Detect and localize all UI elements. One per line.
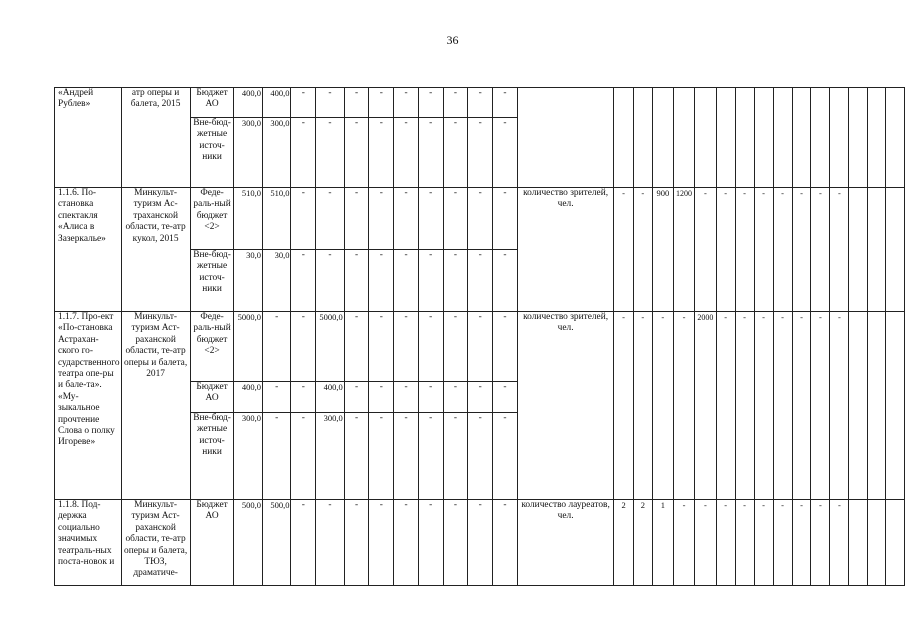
funding-value: - xyxy=(443,250,468,312)
funding-value: - xyxy=(369,500,394,586)
target-value xyxy=(716,88,735,188)
funding-value: 30,0 xyxy=(234,250,263,312)
target-value xyxy=(886,500,905,586)
funding-value: - xyxy=(394,188,419,250)
target-value xyxy=(830,88,849,188)
target-value: - xyxy=(695,188,716,312)
target-value: - xyxy=(754,188,773,312)
target-value: - xyxy=(614,312,633,500)
target-value: - xyxy=(830,500,849,586)
event-name: 1.1.8. Под-держка социально значимых театраль-ных поста-новок и xyxy=(55,500,122,586)
funding-value: - xyxy=(262,413,291,500)
funding-value: 30,0 xyxy=(262,250,291,312)
target-value: - xyxy=(773,312,792,500)
funding-value: - xyxy=(369,88,394,118)
funding-value: - xyxy=(418,312,443,382)
funding-value: 510,0 xyxy=(262,188,291,250)
funding-value: - xyxy=(291,312,316,382)
funding-value: - xyxy=(443,118,468,188)
target-value: 900 xyxy=(652,188,673,312)
funding-value: - xyxy=(493,382,518,413)
target-value: - xyxy=(673,500,694,586)
funding-value: - xyxy=(493,250,518,312)
funding-value: 500,0 xyxy=(234,500,263,586)
funding-value: - xyxy=(443,382,468,413)
funding-source: Вне-бюд-жетные источ-ники xyxy=(190,413,234,500)
funding-value: - xyxy=(468,382,493,413)
target-value xyxy=(773,88,792,188)
target-value xyxy=(849,188,867,312)
funding-value: - xyxy=(443,500,468,586)
table-row xyxy=(55,188,905,250)
indicator-cell: количество зрителей, чел. xyxy=(517,188,614,312)
funding-value: - xyxy=(344,250,369,312)
funding-value: - xyxy=(493,118,518,188)
funding-value: - xyxy=(443,413,468,500)
funding-value: - xyxy=(468,188,493,250)
funding-value: - xyxy=(468,250,493,312)
executor-cell: атр оперы и балета, 2015 xyxy=(121,88,190,188)
funding-value: - xyxy=(344,188,369,250)
funding-value: - xyxy=(493,312,518,382)
funding-value: - xyxy=(394,413,419,500)
funding-value: - xyxy=(394,312,419,382)
indicator-cell xyxy=(517,88,614,188)
funding-value: - xyxy=(468,500,493,586)
executor-cell: Минкульт-туризм Аст-раханской области, те-атр оперы и балета, 2017 xyxy=(121,312,190,500)
funding-value: - xyxy=(291,88,316,118)
funding-value: - xyxy=(443,188,468,250)
funding-value: 400,0 xyxy=(234,382,263,413)
event-name: 1.1.6. По-становка спектакля «Алиса в Зазеркалье» xyxy=(55,188,122,312)
funding-value: - xyxy=(443,312,468,382)
target-value xyxy=(811,88,830,188)
funding-value: - xyxy=(493,500,518,586)
event-name: «Андрей Рублев» xyxy=(55,88,122,188)
target-value xyxy=(886,88,905,188)
funding-value: 300,0 xyxy=(316,413,345,500)
funding-value: - xyxy=(369,382,394,413)
target-value: - xyxy=(614,188,633,312)
funding-value: 5000,0 xyxy=(316,312,345,382)
funding-value: 300,0 xyxy=(262,118,291,188)
funding-value: 400,0 xyxy=(262,88,291,118)
funding-value: - xyxy=(291,413,316,500)
funding-value: - xyxy=(344,500,369,586)
table-row xyxy=(55,500,905,586)
target-value: - xyxy=(754,500,773,586)
funding-value: 5000,0 xyxy=(234,312,263,382)
target-value: - xyxy=(735,188,754,312)
target-value: 1 xyxy=(652,500,673,586)
target-value: - xyxy=(754,312,773,500)
funding-value: - xyxy=(344,382,369,413)
target-value xyxy=(886,188,905,312)
funding-value: - xyxy=(316,118,345,188)
funding-value: - xyxy=(418,88,443,118)
funding-value: - xyxy=(468,88,493,118)
target-value: - xyxy=(773,500,792,586)
funding-value: - xyxy=(394,88,419,118)
target-value: - xyxy=(811,312,830,500)
target-value: - xyxy=(735,312,754,500)
target-value: - xyxy=(716,312,735,500)
funding-value: 400,0 xyxy=(234,88,263,118)
funding-value: 300,0 xyxy=(234,413,263,500)
target-value: - xyxy=(735,500,754,586)
target-value xyxy=(849,500,867,586)
funding-value: - xyxy=(418,188,443,250)
funding-value: - xyxy=(394,250,419,312)
funding-value: - xyxy=(291,118,316,188)
funding-value: - xyxy=(291,250,316,312)
target-value: - xyxy=(773,188,792,312)
funding-source: Вне-бюд-жетные источ-ники xyxy=(190,250,234,312)
funding-value: - xyxy=(418,382,443,413)
target-value xyxy=(673,88,694,188)
funding-value: - xyxy=(316,88,345,118)
funding-value: - xyxy=(493,88,518,118)
target-value: - xyxy=(633,312,652,500)
funding-value: - xyxy=(418,500,443,586)
funding-value: - xyxy=(418,250,443,312)
target-value: - xyxy=(652,312,673,500)
target-value: 2000 xyxy=(695,312,716,500)
funding-value: - xyxy=(344,312,369,382)
funding-value: - xyxy=(394,382,419,413)
funding-value: - xyxy=(316,500,345,586)
target-value: 2 xyxy=(614,500,633,586)
funding-value: - xyxy=(369,188,394,250)
target-value xyxy=(849,312,867,500)
funding-value: - xyxy=(493,413,518,500)
funding-value: - xyxy=(493,188,518,250)
page-number: 36 xyxy=(446,33,459,47)
funding-value: - xyxy=(291,500,316,586)
funding-value: - xyxy=(262,312,291,382)
executor-cell: Минкульт-туризм Ас-траханской области, те-атр кукол, 2015 xyxy=(121,188,190,312)
target-value xyxy=(867,188,885,312)
target-value xyxy=(633,88,652,188)
target-value xyxy=(614,88,633,188)
target-value: - xyxy=(811,188,830,312)
target-value xyxy=(867,88,885,188)
table-row xyxy=(55,312,905,382)
funding-value: - xyxy=(394,500,419,586)
target-value xyxy=(735,88,754,188)
funding-value: - xyxy=(369,250,394,312)
target-value: - xyxy=(716,500,735,586)
funding-value: - xyxy=(291,188,316,250)
funding-value: - xyxy=(316,250,345,312)
funding-source: Феде-раль-ный бюджет <2> xyxy=(190,312,234,382)
target-value: - xyxy=(792,188,811,312)
funding-value: 300,0 xyxy=(234,118,263,188)
funding-value: - xyxy=(369,118,394,188)
target-value: - xyxy=(633,188,652,312)
funding-source: Вне-бюд-жетные источ-ники xyxy=(190,118,234,188)
target-value: - xyxy=(792,312,811,500)
target-value: - xyxy=(792,500,811,586)
funding-value: - xyxy=(468,413,493,500)
target-value xyxy=(886,312,905,500)
target-value xyxy=(849,88,867,188)
target-value: - xyxy=(830,312,849,500)
funding-value: 500,0 xyxy=(262,500,291,586)
target-value: - xyxy=(695,500,716,586)
target-value xyxy=(867,500,885,586)
target-value xyxy=(867,312,885,500)
funding-value: - xyxy=(394,118,419,188)
funding-value: - xyxy=(468,118,493,188)
indicator-cell: количество лауреатов, чел. xyxy=(517,500,614,586)
funding-value: 510,0 xyxy=(234,188,263,250)
funding-value: - xyxy=(316,188,345,250)
funding-value: - xyxy=(418,118,443,188)
table-row xyxy=(55,88,905,118)
target-value xyxy=(754,88,773,188)
funding-value: - xyxy=(468,312,493,382)
funding-source: Бюджет АО xyxy=(190,500,234,586)
funding-value: 400,0 xyxy=(316,382,345,413)
funding-value: - xyxy=(369,413,394,500)
funding-source: Бюджет АО xyxy=(190,88,234,118)
funding-source: Феде-раль-ный бюджет <2> xyxy=(190,188,234,250)
target-value: - xyxy=(673,312,694,500)
event-name: 1.1.7. Про-ект «По-становка Астрахан-ского го-сударственного театра опе-ры и бале-та». «Му-зыкальное прочтение Слова о полку Игореве» xyxy=(55,312,122,500)
target-value xyxy=(792,88,811,188)
funding-value: - xyxy=(344,413,369,500)
target-value: - xyxy=(716,188,735,312)
indicator-cell: количество зрителей, чел. xyxy=(517,312,614,500)
target-value xyxy=(695,88,716,188)
target-value: - xyxy=(830,188,849,312)
program-table xyxy=(54,87,905,586)
funding-value: - xyxy=(344,88,369,118)
funding-value: - xyxy=(369,312,394,382)
executor-cell: Минкульт-туризм Аст-раханской области, те-атр оперы и балета, ТЮЗ, драматиче- xyxy=(121,500,190,586)
target-value xyxy=(652,88,673,188)
target-value: 1200 xyxy=(673,188,694,312)
funding-source: Бюджет АО xyxy=(190,382,234,413)
target-value: 2 xyxy=(633,500,652,586)
funding-value: - xyxy=(443,88,468,118)
funding-value: - xyxy=(262,382,291,413)
funding-value: - xyxy=(418,413,443,500)
funding-value: - xyxy=(291,382,316,413)
funding-value: - xyxy=(344,118,369,188)
target-value: - xyxy=(811,500,830,586)
